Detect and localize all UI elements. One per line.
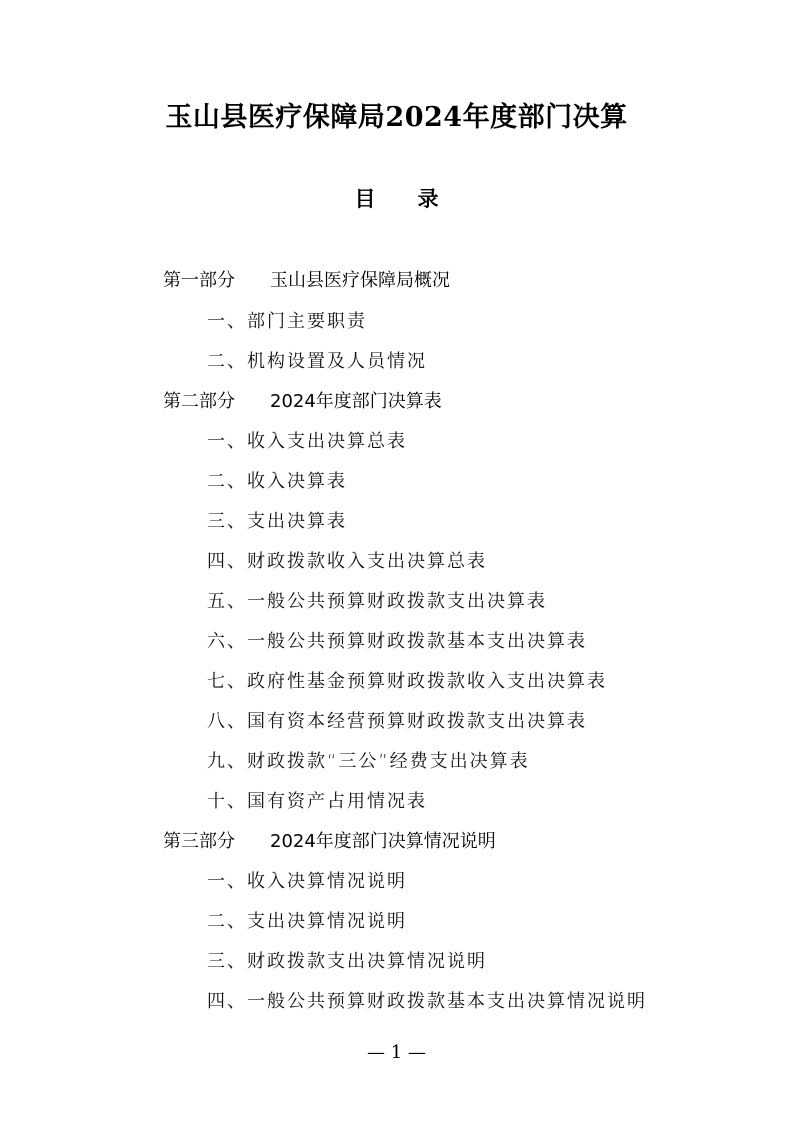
toc-part-number: 第三部分 xyxy=(163,831,235,852)
toc-item[interactable]: 十、国有资产占用情况表 xyxy=(207,791,427,812)
toc-item[interactable]: 一、收入决算情况说明 xyxy=(207,871,407,892)
toc-part-1[interactable] xyxy=(163,268,450,294)
toc-item[interactable]: 三、财政拨款支出决算情况说明 xyxy=(207,951,487,972)
toc-part-3[interactable] xyxy=(163,829,496,855)
toc-heading: 目录 xyxy=(354,187,481,211)
toc-item[interactable]: 七、政府性基金预算财政拨款收入支出决算表 xyxy=(207,671,607,692)
page-number: — 1 — xyxy=(367,1042,426,1063)
document-title: 玉山县医疗保障局2024年度部门决算 xyxy=(165,102,628,133)
toc-item[interactable]: 二、支出决算情况说明 xyxy=(207,911,407,932)
toc-part-title: 2024年度部门决算表 xyxy=(270,391,442,412)
toc-part-number: 第一部分 xyxy=(163,270,235,291)
toc-part-number: 第二部分 xyxy=(163,391,235,412)
toc-part-title: 玉山县医疗保障局概况 xyxy=(270,270,450,291)
toc-item[interactable]: 二、机构设置及人员情况 xyxy=(207,351,427,372)
toc-item[interactable]: 三、支出决算表 xyxy=(207,511,347,532)
toc-item[interactable]: 六、一般公共预算财政拨款基本支出决算表 xyxy=(207,631,587,652)
toc-part-title: 2024年度部门决算情况说明 xyxy=(270,831,496,852)
toc-item[interactable]: 二、收入决算表 xyxy=(207,471,347,492)
toc-item[interactable]: 五、一般公共预算财政拨款支出决算表 xyxy=(207,591,547,612)
toc-item[interactable]: 四、一般公共预算财政拨款基本支出决算情况说明 xyxy=(207,991,647,1012)
toc-item[interactable]: 一、部门主要职责 xyxy=(207,311,367,332)
toc-item[interactable]: 四、财政拨款收入支出决算总表 xyxy=(207,551,487,572)
toc-item[interactable]: 九、财政拨款“三公”经费支出决算表 xyxy=(207,751,530,772)
toc-part-2[interactable] xyxy=(163,389,442,415)
toc-item[interactable]: 一、收入支出决算总表 xyxy=(207,431,407,452)
toc-item[interactable]: 八、国有资本经营预算财政拨款支出决算表 xyxy=(207,711,587,732)
